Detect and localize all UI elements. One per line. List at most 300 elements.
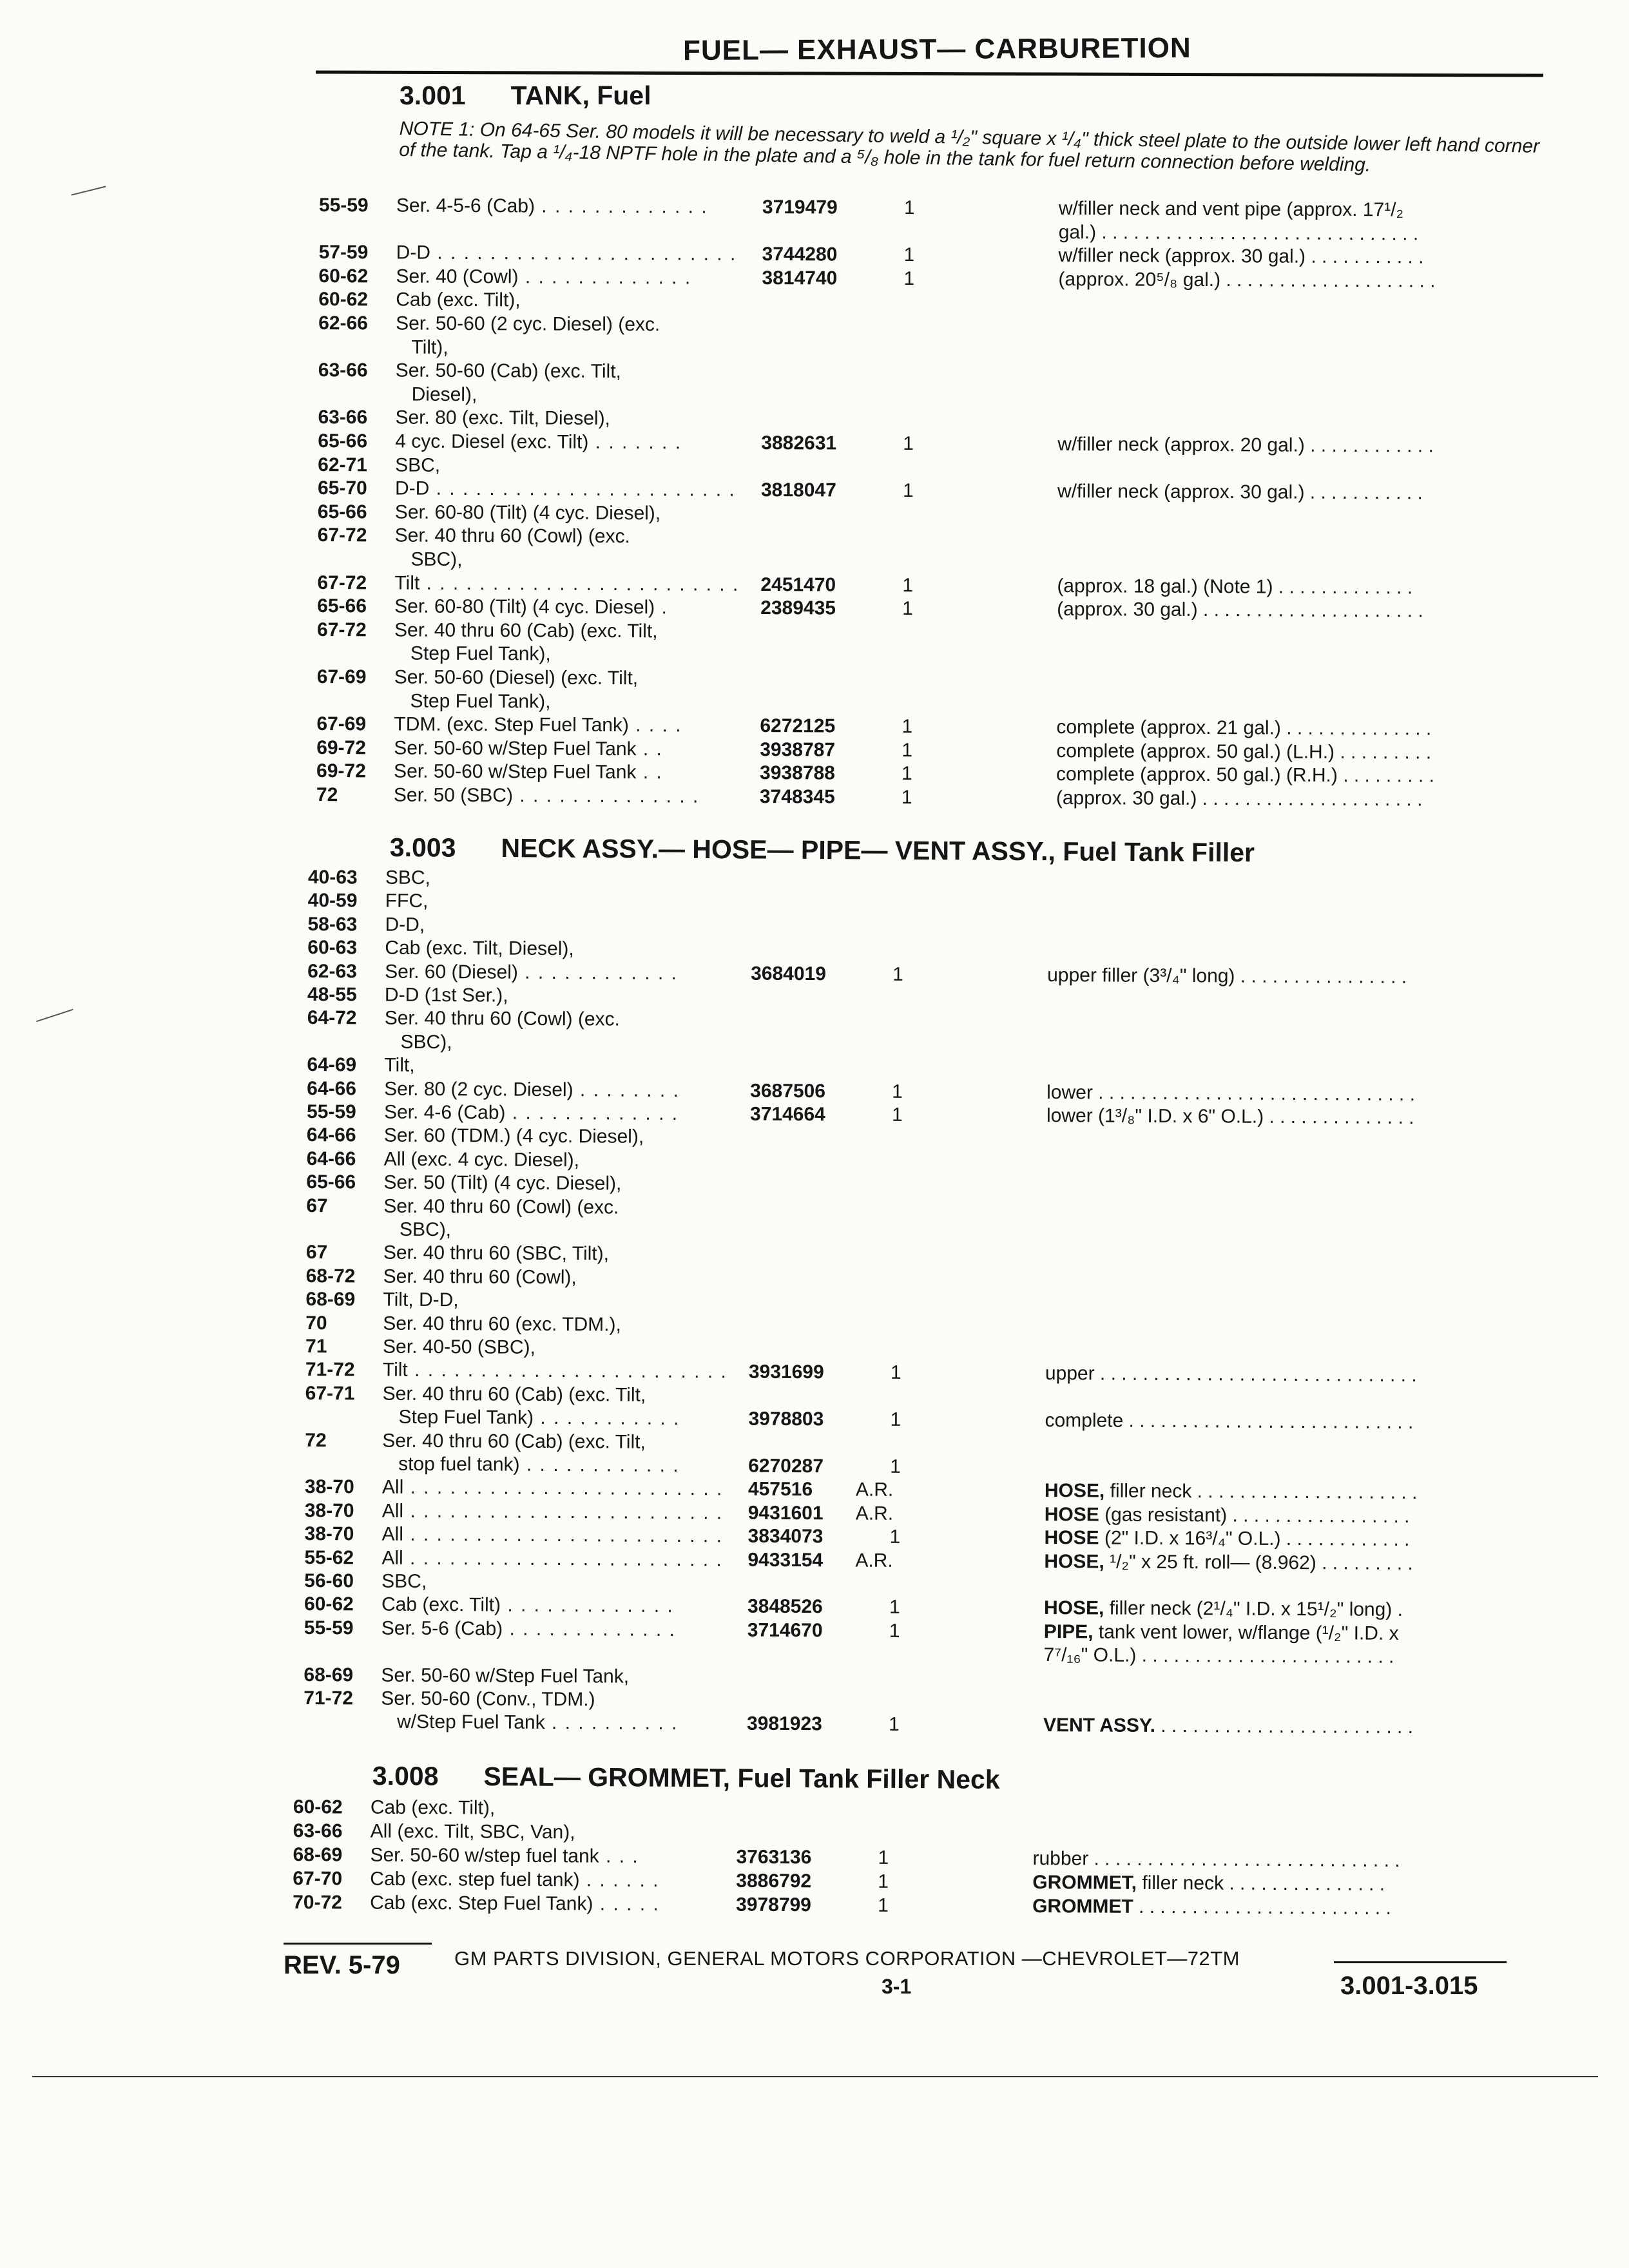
description	[1056, 740, 1431, 764]
application-text: Ser. 50-60 (Conv., TDM.)	[381, 1687, 595, 1711]
description-text: . . . . . . . . . . . . . . . . . . . . . . . .	[1155, 1715, 1414, 1738]
description	[1045, 1410, 1413, 1434]
quantity: 1	[901, 739, 913, 761]
description-text: lower . . . . . . . . . . . . . . . . . . . . . . . . . . . . . .	[1046, 1081, 1416, 1105]
application-text: SBC),	[394, 548, 463, 570]
application-text: 4 cyc. Diesel (exc. Tilt)	[395, 430, 589, 453]
description	[1059, 198, 1403, 221]
application-text: Ser. 40 thru 60 (Cab) (exc. Tilt,	[382, 1430, 646, 1453]
part-number: 3714670	[747, 1619, 823, 1641]
leader-dots: . . .	[599, 1845, 639, 1867]
application-text: D-D	[394, 477, 430, 499]
model-years: 55-59	[304, 1617, 354, 1639]
application-text: Tilt, D-D,	[383, 1289, 459, 1311]
model-years: 60-62	[318, 289, 369, 311]
leader-dots: . .	[636, 738, 664, 760]
model-years: 67-72	[317, 524, 367, 546]
description-text: w/filler neck and vent pipe (approx. 17¹/₂	[1058, 198, 1404, 221]
application-text: Ser. 40 thru 60 (Cowl),	[383, 1265, 577, 1288]
description	[1057, 434, 1434, 457]
model-years: 65-66	[317, 595, 367, 617]
part-number: 2451470	[760, 573, 836, 596]
model-years: 60-62	[304, 1593, 354, 1615]
application-text: Ser. 50 (SBC)	[393, 784, 514, 807]
application-text: Ser. 50-60 w/step fuel tank	[370, 1844, 599, 1867]
description-part-name: GROMMET	[1032, 1896, 1133, 1917]
application	[371, 1797, 496, 1820]
application	[394, 761, 663, 784]
application	[385, 961, 678, 984]
leader-dots: . . . . . . . . . . .	[534, 1407, 680, 1430]
application-text: All (exc. Tilt, SBC, Van),	[370, 1820, 575, 1843]
application-text: Ser. 40-50 (SBC),	[383, 1336, 535, 1358]
model-years: 64-69	[307, 1054, 357, 1076]
description	[1044, 1621, 1399, 1645]
section-number: 3.008	[372, 1761, 439, 1791]
model-years: 69-72	[316, 736, 367, 759]
model-years: 48-55	[307, 983, 357, 1006]
description-text: lower (1³/₈" I.D. x 6" O.L.) . . . . . . . . . . . . . .	[1046, 1105, 1414, 1128]
model-years: 71	[305, 1335, 327, 1358]
quantity: 1	[892, 963, 903, 985]
quantity: 1	[878, 1894, 889, 1916]
application-text: SBC,	[395, 454, 441, 476]
part-number: 3978803	[748, 1408, 824, 1430]
model-years: 63-66	[293, 1820, 343, 1842]
model-years: 55-59	[318, 195, 369, 216]
quantity: A.R.	[855, 1550, 893, 1571]
footer-revision: REV. 5-79	[284, 1951, 400, 1979]
application	[396, 336, 448, 358]
footer-section-range: 3.001-3.015	[1340, 1972, 1478, 2000]
leader-dots: . . . .	[628, 715, 682, 736]
model-years: 71-72	[305, 1359, 355, 1381]
application	[383, 1383, 646, 1406]
model-years: 38-70	[304, 1499, 354, 1522]
application-text: w/Step Fuel Tank	[380, 1711, 545, 1734]
application	[382, 1430, 646, 1453]
description-part-name: HOSE	[1044, 1527, 1099, 1549]
quantity: 1	[890, 1408, 901, 1431]
description-text: (2" I.D. x 16³/₄" O.L.) . . . . . . . . . . . .	[1099, 1527, 1410, 1551]
scan-mark	[72, 186, 106, 195]
quantity: 1	[878, 1870, 889, 1892]
application-text: Diesel),	[395, 383, 477, 405]
scan-mark	[36, 1009, 73, 1022]
description-part-name: GROMMET,	[1032, 1872, 1137, 1894]
description	[1046, 1105, 1414, 1129]
description	[1056, 787, 1423, 811]
model-years: 60-63	[307, 937, 358, 959]
section-number: 3.003	[389, 832, 456, 863]
description-text: upper filler (3³/₄" long) . . . . . . . . . . . . . . . .	[1047, 964, 1407, 988]
application-text: D-D	[396, 242, 431, 264]
model-years: 57-59	[318, 242, 369, 264]
application-text: All	[381, 1500, 404, 1522]
application	[371, 1821, 575, 1844]
model-years: 60-62	[318, 265, 369, 287]
application	[396, 313, 660, 336]
description	[1032, 1848, 1400, 1872]
application	[383, 1242, 609, 1265]
application	[395, 525, 630, 548]
description-text: w/filler neck (approx. 30 gal.) . . . . . . . . . . .	[1058, 245, 1424, 268]
application-text: Step Fuel Tank),	[394, 642, 551, 665]
description-text: complete (approx. 50 gal.) (L.H.) . . . . . . . . .	[1056, 740, 1432, 764]
application-text: Ser. 80 (exc. Tilt, Diesel),	[395, 407, 611, 430]
application	[381, 1664, 629, 1687]
model-years: 68-69	[305, 1289, 356, 1311]
footer-publisher: GM PARTS DIVISION, GENERAL MOTORS CORPORATION —CHEVROLET—72TM	[454, 1947, 1240, 1970]
quantity: 1	[903, 244, 915, 266]
description-text: ¹/₂" x 25 ft. roll— (8.962) . . . . . . . . .	[1104, 1551, 1413, 1574]
application	[395, 454, 440, 476]
leader-dots: . . . . . . . . . . . .	[519, 1454, 680, 1477]
description-text: rubber . . . . . . . . . . . . . . . . . . . . . . . . . . . . .	[1032, 1848, 1400, 1871]
application-text: All	[381, 1547, 403, 1569]
application	[395, 501, 660, 524]
application-text: Ser. 40 (Cowl)	[396, 265, 519, 288]
part-number: 3886792	[736, 1870, 812, 1892]
description-part-name: VENT ASSY.	[1043, 1715, 1156, 1737]
model-years: 63-66	[318, 407, 368, 428]
leader-dots: . . . . .	[593, 1893, 660, 1915]
leader-dots: . . . . . . . . . . . . . .	[512, 785, 700, 807]
description	[1057, 599, 1423, 622]
description	[1045, 1504, 1410, 1528]
application-text: Ser. 40 thru 60 (Cab) (exc. Tilt,	[394, 619, 658, 642]
model-years: 67-72	[316, 619, 367, 641]
application	[383, 1360, 728, 1383]
application	[394, 714, 682, 737]
application-text: Cab (exc. Tilt)	[381, 1594, 501, 1616]
page-header-title: FUEL— EXHAUST— CARBURETION	[682, 32, 1191, 67]
application-text: All	[381, 1477, 404, 1499]
application	[394, 619, 658, 642]
description-part-name: HOSE	[1044, 1503, 1099, 1526]
model-years: 62-71	[318, 454, 367, 476]
model-years: 67-69	[316, 666, 367, 688]
description-text: filler neck (2¹/₄" I.D. x 15¹/₂" long) .	[1104, 1597, 1403, 1621]
application	[382, 1477, 724, 1501]
description-text: complete . . . . . . . . . . . . . . . . . . . . . . . . . . .	[1045, 1410, 1414, 1434]
description-text: w/filler neck (approx. 30 gal.) . . . . . . . . . . .	[1057, 481, 1423, 504]
part-number: 3763136	[736, 1846, 812, 1869]
quantity: 1	[889, 1620, 900, 1642]
quantity: 1	[901, 763, 912, 785]
application	[383, 1265, 577, 1289]
part-number: 6272125	[760, 715, 836, 737]
model-years: 64-66	[307, 1077, 357, 1099]
application-text: Ser. 50-60 (Cab) (exc. Tilt,	[395, 360, 622, 383]
leader-dots: .	[655, 597, 668, 619]
model-years: 65-66	[306, 1171, 356, 1193]
quantity: 1	[892, 1081, 903, 1102]
description	[1044, 1597, 1403, 1621]
description-text: (approx. 20⁵/₈ gal.) . . . . . . . . . . . . . . . . . . . .	[1058, 268, 1436, 292]
application	[384, 1078, 680, 1101]
leader-dots: . . . . . . . . . . . . .	[518, 266, 692, 289]
application	[384, 1102, 679, 1125]
application-text: Ser. 50-60 w/Step Fuel Tank	[394, 760, 637, 783]
application-text: Ser. 4-5-6 (Cab)	[396, 195, 535, 217]
footer-rule-left	[284, 1943, 432, 1945]
description-text: (approx. 30 gal.) . . . . . . . . . . . . . . . . . . . . .	[1057, 599, 1423, 622]
application-text: TDM. (exc. Step Fuel Tank)	[394, 713, 630, 736]
application-text: Tilt	[382, 1360, 408, 1381]
application	[382, 1454, 680, 1477]
description	[1056, 764, 1434, 787]
application-text: Ser. 5-6 (Cab)	[381, 1617, 503, 1640]
section-title: TANK, Fuel	[510, 81, 651, 110]
model-years: 72	[316, 783, 338, 806]
model-years: 67-71	[305, 1382, 355, 1405]
section-title: NECK ASSY.— HOSE— PIPE— VENT ASSY., Fuel Tank Filler	[501, 833, 1255, 868]
application	[381, 1547, 723, 1571]
footer-rule-right	[1334, 1961, 1507, 1963]
description-text: . . . . . . . . . . . . . . . . . . . . . . . .	[1133, 1896, 1391, 1919]
application-text: Ser. 60 (Diesel)	[385, 961, 518, 983]
part-number: 3938788	[760, 762, 835, 784]
application-text: Ser. 40 thru 60 (exc. TDM.),	[383, 1312, 621, 1336]
model-years: 64-72	[307, 1007, 357, 1029]
model-years: 56-60	[304, 1570, 354, 1592]
quantity: 1	[903, 432, 914, 455]
application-text: Ser. 80 (2 cyc. Diesel)	[384, 1078, 574, 1100]
application	[370, 1869, 659, 1892]
quantity: 1	[888, 1714, 900, 1736]
application-text: Ser. 60 (TDM.) (4 cyc. Diesel),	[383, 1125, 644, 1148]
model-years: 38-70	[304, 1523, 354, 1545]
description-text: w/filler neck (approx. 20 gal.) . . . . . . . . . . . .	[1057, 434, 1434, 457]
description-text: tank vent lower, w/flange (¹/₂" I.D. x	[1093, 1621, 1399, 1644]
application	[384, 1055, 414, 1077]
application	[385, 890, 429, 912]
model-years: 62-63	[307, 960, 357, 982]
model-years: 72	[305, 1429, 327, 1451]
application	[394, 596, 668, 619]
application	[384, 1148, 580, 1171]
application	[383, 1195, 619, 1218]
application	[385, 867, 430, 889]
quantity: 1	[878, 1847, 889, 1869]
application	[385, 985, 508, 1007]
model-years: 65-66	[317, 501, 367, 523]
application	[396, 265, 691, 289]
application	[382, 1500, 724, 1524]
table-row	[316, 784, 1541, 812]
section-title: SEAL— GROMMET, Fuel Tank Filler Neck	[483, 1762, 1000, 1794]
part-number: 3748345	[759, 785, 835, 808]
part-number: 3978799	[736, 1894, 812, 1916]
application	[383, 1289, 458, 1312]
model-years: 65-66	[318, 430, 368, 452]
leader-dots: . . . . . . . . . . . . . . . . . . . . . . . .	[403, 1477, 724, 1500]
model-years: 68-69	[293, 1843, 343, 1866]
model-years: 69-72	[316, 760, 366, 782]
application-text: Tilt,	[384, 1054, 415, 1077]
model-years: 55-62	[304, 1546, 354, 1568]
section-heading-tank	[400, 81, 651, 111]
quantity: 1	[901, 716, 913, 738]
application	[383, 1219, 451, 1242]
application	[381, 1524, 723, 1548]
description-text: (gas resistant) . . . . . . . . . . . . . . . . .	[1099, 1504, 1410, 1527]
application-text: SBC),	[383, 1218, 452, 1241]
application-text: D-D,	[385, 914, 425, 936]
quantity: 1	[903, 197, 915, 219]
leader-dots: . . . . . . . . . . . . .	[500, 1594, 674, 1617]
part-number: 3882631	[761, 432, 837, 454]
part-number: 3931699	[748, 1361, 824, 1383]
application	[381, 1594, 674, 1617]
model-years: 60-62	[293, 1796, 343, 1818]
part-number: 3938787	[760, 738, 836, 761]
application-text: Ser. 40 thru 60 (Cab) (exc. Tilt,	[382, 1383, 646, 1406]
model-years: 67-70	[293, 1867, 343, 1890]
description	[1046, 1082, 1415, 1106]
application-text: Step Fuel Tank)	[382, 1406, 534, 1429]
application-text: Cab (exc. Tilt),	[370, 1796, 496, 1819]
application	[396, 195, 708, 218]
description	[1043, 1715, 1413, 1738]
page-bottom-rule	[32, 2076, 1598, 2077]
part-number: 3814740	[762, 267, 838, 289]
application	[370, 1892, 660, 1916]
application-text: Cab (exc. Tilt, Diesel),	[385, 937, 574, 960]
application	[382, 1407, 680, 1430]
leader-dots: . . . . . . . . . . . . . . . . . . . . . . .	[430, 242, 737, 265]
application-text: Ser. 50-60 (2 cyc. Diesel) (exc.	[396, 312, 660, 336]
application-text: SBC),	[384, 1031, 452, 1053]
section-number: 3.001	[400, 81, 466, 110]
application-text: FFC,	[385, 890, 429, 912]
description	[1044, 1527, 1409, 1551]
model-years: 67	[306, 1195, 328, 1216]
application-text: SBC,	[385, 867, 431, 889]
application-text: Ser. 40 thru 60 (SBC, Tilt),	[383, 1242, 610, 1265]
application	[383, 1172, 621, 1195]
application-text: D-D (1st Ser.),	[384, 984, 508, 1006]
part-number: 3714664	[749, 1103, 825, 1126]
leader-dots: . . . . . . . . . . . . . . . . . . . . . . . .	[403, 1500, 724, 1524]
quantity: 1	[902, 598, 913, 620]
quantity: 1	[902, 574, 914, 596]
section-heading-neck	[390, 832, 1255, 868]
leader-dots: . . . . . . . . . . . . .	[534, 195, 708, 218]
application-text: SBC,	[381, 1570, 427, 1592]
quantity: 1	[901, 786, 912, 809]
section-heading-seal	[372, 1761, 1000, 1795]
quantity: 1	[889, 1597, 900, 1619]
model-years: 65-70	[317, 477, 367, 499]
application	[394, 549, 462, 571]
leader-dots: . . . . . . . . . . . . . . . . . . . . . . .	[429, 477, 736, 501]
description	[1058, 269, 1435, 293]
part-number: 9431601	[747, 1502, 824, 1524]
description	[1045, 1480, 1418, 1504]
part-number: 3981923	[746, 1713, 822, 1735]
model-years: 64-66	[306, 1124, 356, 1146]
application-text: Ser. 50-60 w/Step Fuel Tank	[394, 737, 637, 760]
description-part-name: PIPE,	[1043, 1620, 1094, 1643]
model-years: 40-59	[307, 890, 358, 912]
description	[1057, 481, 1423, 504]
part-number: 3687506	[750, 1080, 826, 1102]
model-years: 68-69	[304, 1664, 354, 1686]
leader-dots: . . . . . . . . . . . .	[517, 961, 679, 984]
leader-dots: . .	[636, 762, 663, 783]
description-part-name: HOSE,	[1044, 1550, 1104, 1573]
application	[385, 1008, 620, 1031]
application	[383, 1336, 535, 1359]
application	[381, 1617, 676, 1640]
model-years: 64-66	[306, 1148, 356, 1170]
quantity: 1	[889, 1526, 901, 1548]
description	[1059, 245, 1424, 268]
description-text: upper . . . . . . . . . . . . . . . . . . . . . . . . . . . . . .	[1045, 1363, 1417, 1387]
application-text: Ser. 50-60 w/Step Fuel Tank,	[381, 1664, 630, 1687]
application-text: Ser. 50 (Tilt) (4 cyc. Diesel),	[383, 1171, 622, 1195]
description	[1057, 575, 1412, 599]
description	[1056, 716, 1431, 740]
application-text: Ser. 40 thru 60 (Cowl) (exc.	[383, 1195, 619, 1218]
model-years: 71-72	[304, 1687, 354, 1709]
application-text: Step Fuel Tank),	[394, 690, 551, 713]
application	[383, 1312, 621, 1336]
part-number: 3744280	[762, 244, 838, 265]
model-years: 38-70	[304, 1476, 354, 1498]
leader-dots: . . . . . . . .	[573, 1079, 680, 1101]
description-text: filler neck . . . . . . . . . . . . . . .	[1136, 1872, 1385, 1895]
application	[381, 1571, 427, 1593]
application-text: stop fuel tank)	[382, 1453, 520, 1475]
description-text: filler neck . . . . . . . . . . . . . . . . . . . . .	[1104, 1480, 1418, 1504]
application	[370, 1845, 639, 1868]
description-text: complete (approx. 21 gal.) . . . . . . . . . . . . . .	[1056, 716, 1432, 740]
application	[394, 737, 663, 760]
description	[1044, 1644, 1394, 1668]
application-text: Cab (exc. Step Fuel Tank)	[370, 1892, 593, 1915]
leader-dots: . . . . . . . . . . . . . . . . . . . . . . . .	[419, 572, 740, 595]
application	[394, 667, 639, 690]
application	[381, 1688, 595, 1711]
part-number: 3818047	[760, 479, 836, 501]
part-number: 3834073	[747, 1525, 824, 1548]
application-text: All	[381, 1523, 404, 1545]
application	[384, 1125, 644, 1148]
description-text: gal.) . . . . . . . . . . . . . . . . . . . . . . . . . . . . . .	[1058, 221, 1419, 245]
description	[1032, 1872, 1385, 1896]
leader-dots: . . . . . . . . . . . . . . . . . . . . . . . .	[403, 1523, 724, 1547]
model-years: 55-59	[306, 1100, 356, 1123]
application-text: Ser. 40 thru 60 (Cowl) (exc.	[384, 1008, 621, 1030]
description-part-name: HOSE,	[1044, 1480, 1105, 1502]
leader-dots: . . . . . .	[579, 1869, 660, 1891]
application	[395, 407, 610, 430]
application-text: Tilt),	[395, 336, 448, 358]
application-text: All (exc. 4 cyc. Diesel),	[383, 1148, 580, 1171]
description	[1047, 965, 1407, 988]
model-years: 70	[305, 1312, 327, 1334]
part-number: 6270287	[748, 1455, 824, 1477]
leader-dots: . . . . . . . . . . . . .	[505, 1102, 679, 1125]
model-years: 40-63	[307, 867, 358, 889]
description	[1059, 222, 1419, 245]
application	[396, 242, 737, 265]
model-years: 58-63	[307, 913, 358, 936]
tank-note: NOTE 1: On 64-65 Ser. 80 models it will be necessary to weld a ¹/₂" square x ¹/₄" thick steel plate to the outside lower left hand corner of the tank. Tap a ¹/₄-18 NPTF hole in the plate and a ⁵/₈ hole in the tank for fuel return connection before welding.	[398, 118, 1540, 176]
